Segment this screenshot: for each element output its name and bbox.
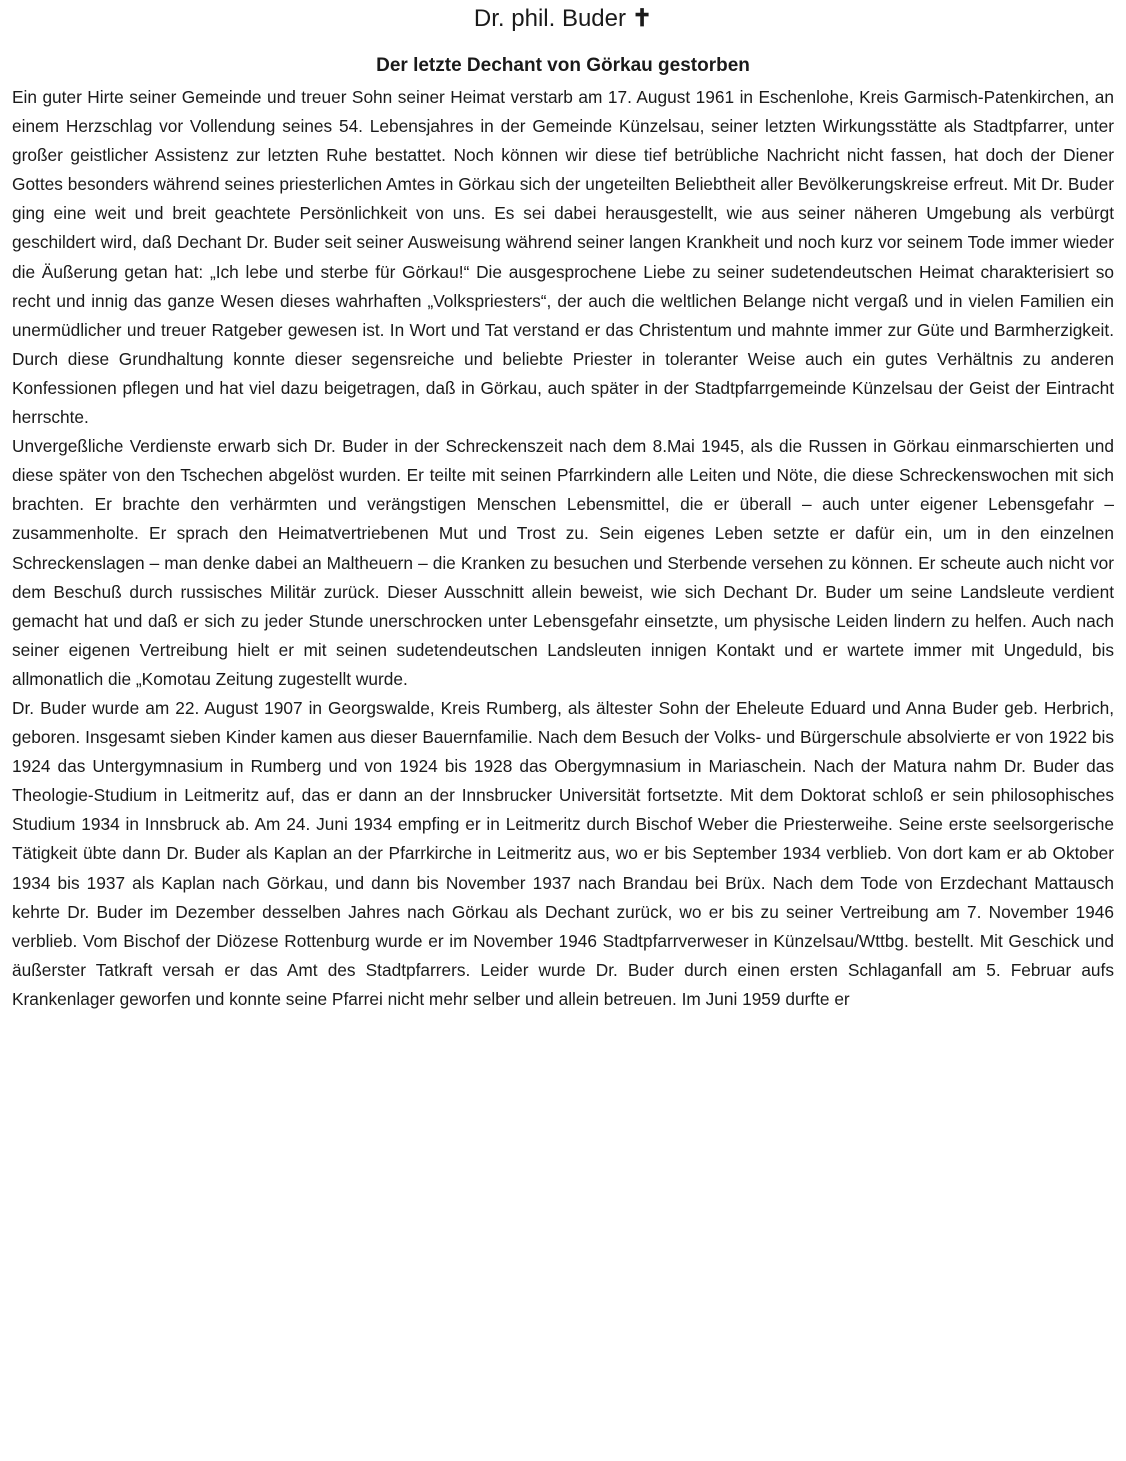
paragraph-1: Ein guter Hirte seiner Gemeinde und treuer Sohn seiner Heimat verstarb am 17. August 1961 in Eschenlohe, Kreis Garmisch-Patenkirchen, an einem Herzschlag vor Vollendung seines 54. Lebensjahres in der Gemeinde Künzelsau, seiner letzten Wirkungsstätte als Stadtpfarrer, unter großer geistlicher Assistenz zur letzten Ruhe bestattet. Noch können wir diese tief betrübliche Nachricht nicht fassen, hat doch der Diener Gottes besonders während seines priesterlichen Amtes in Görkau sich der ungeteilten Beliebtheit aller Bevölkerungskreise erfreut. Mit Dr. Buder ging eine weit und breit geachtete Persönlichkeit von uns. Es sei dabei herausgestellt, wie aus seiner näheren Umgebung als verbürgt geschildert wird, daß Dechant Dr. Buder seit seiner Ausweisung während seiner langen Krankheit und noch kurz vor seinem Tode immer wieder die Äußerung getan hat: „Ich lebe und sterbe für Görkau!“ Die ausgesprochene Liebe zu seiner sudetendeutschen Heimat charakterisiert so recht und innig das ganze Wesen dieses wahrhaften „Volkspriesters“, der auch die weltlichen Belange nicht vergaß und in vielen Familien ein unermüdlicher und treuer Ratgeber gewesen ist. In Wort und Tat verstand er das Christentum und mahnte immer zur Güte und Barmherzigkeit. Durch diese Grundhaltung konnte dieser segensreiche und beliebte Priester in toleranter Weise auch ein gutes Verhältnis zu anderen Konfessionen pflegen und hat viel dazu beigetragen, daß in Görkau, auch später in der Stadtpfarrgemeinde Künzelsau der Geist der Eintracht herrschte. [12, 87, 1114, 428]
page-title [12, 4, 1114, 34]
title-text: Dr. phil. Buder [473, 5, 626, 32]
cross-symbol: ✝ [631, 5, 653, 32]
page-subtitle: Der letzte Dechant von Görkau gestorben [376, 55, 750, 76]
paragraph-2: Unvergeßliche Verdienste erwarb sich Dr. Buder in der Schreckenszeit nach dem 8.Mai 1945, als die Russen in Görkau einmarschierten und diese später von den Tschechen abgelöst wurden. Er teilte mit seinen Pfarrkindern alle Leiten und Nöte, die diese Schreckenswochen mit sich brachten. Er brachte den verhärmten und verängstigen Menschen Lebensmittel, die er überall – auch unter eigener Lebensgefahr – zusammenholte. Er sprach den Heimatvertriebenen Mut und Trost zu. Sein eigenes Leben setzte er dafür ein, um in den einzelnen Schreckenslagen – man denke dabei an Maltheuern – die Kranken zu besuchen und Sterbende versehen zu können. Er scheute auch nicht vor dem Beschuß durch russisches Militär zurück. Dieser Ausschnitt allein beweist, wie sich Dechant Dr. Buder um seine Landsleute verdient gemacht hat und daß er sich zu jeder Stunde unerschrocken unter Lebensgefahr einsetzte, um physische Leiden lindern zu helfen. Auch nach seiner eigenen Vertreibung hielt er mit seinen sudetendeutschen Landsleuten innigen Kontakt und er wartete immer mit Ungeduld, bis allmonatlich die „Komotau Zeitung zugestellt wurde. [12, 436, 1114, 689]
paragraph-3: Dr. Buder wurde am 22. August 1907 in Georgswalde, Kreis Rumberg, als ältester Sohn der Eheleute Eduard und Anna Buder geb. Herbrich, geboren. Insgesamt sieben Kinder kamen aus dieser Bauernfamilie. Nach dem Besuch der Volks- und Bürgerschule absolvierte er von 1922 bis 1924 das Untergymnasium in Rumberg und von 1924 bis 1928 das Obergymnasium in Mariaschein. Nach der Matura nahm Dr. Buder das Theologie-Studium in Leitmeritz auf, das er dann an der Innsbrucker Universität fortsetzte. Mit dem Doktorat schloß er sein philosophisches Studium 1934 in Innsbruck ab. Am 24. Juni 1934 empfing er in Leitmeritz durch Bischof Weber die Priesterweihe. Seine erste seelsorgerische Tätigkeit übte dann Dr. Buder als Kaplan an der Pfarrkirche in Leitmeritz aus, wo er bis September 1934 verblieb. Von dort kam er ab Oktober 1934 bis 1937 als Kaplan nach Görkau, und dann bis November 1937 nach Brandau bei Brüx. Nach dem Tode von Erzdechant Mattausch kehrte Dr. Buder im Dezember desselben Jahres nach Görkau als Dechant zurück, wo er bis zu seiner Vertreibung am 7. November 1946 verblieb. Vom Bischof der Diözese Rottenburg wurde er im November 1946 Stadtpfarrverweser in Künzelsau/Wttbg. bestellt. Mit Geschick und äußerster Tatkraft versah er das Amt des Stadtpfarrers. Leider wurde Dr. Buder durch einen ersten Schlaganfall am 5. Februar aufs Krankenlager geworfen und konnte seine Pfarrei nicht mehr selber und allein betreuen. Im Juni 1959 durfte er [12, 697, 1114, 1009]
